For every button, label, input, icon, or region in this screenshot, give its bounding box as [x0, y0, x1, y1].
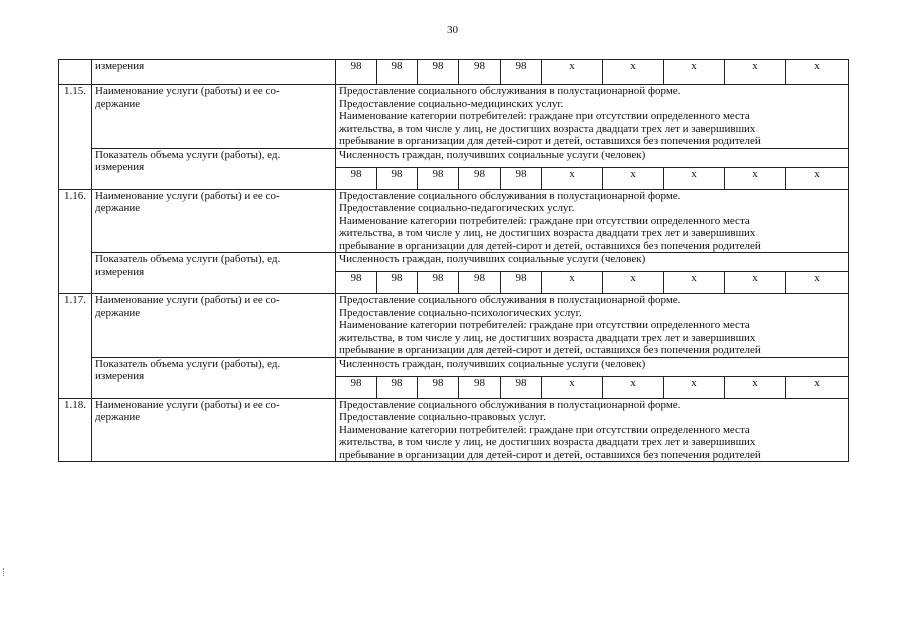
section-number: 1.16.	[59, 189, 92, 294]
service-description-line: Наименование категории потребителей: граждане при отсутствии определенного места	[339, 423, 750, 436]
value-cell: x	[603, 376, 664, 398]
indicator-label-line: Показатель объема услуги (работы), ед.	[95, 253, 281, 265]
value-cell: x	[786, 60, 849, 85]
services-table	[58, 59, 849, 462]
value-cell: 98	[459, 272, 501, 294]
service-description	[336, 85, 849, 149]
indicator-label-line: измерения	[95, 370, 145, 382]
value-cell: 98	[501, 376, 542, 398]
indicator-text: Численность граждан, получивших социальные услуги (человек)	[336, 148, 849, 167]
value-cell: 98	[336, 376, 377, 398]
service-row	[59, 398, 849, 462]
indicator-label-line: измерения	[95, 265, 145, 278]
service-name-label	[92, 398, 336, 462]
service-description-line: пребывание в организации для детей-сирот и детей, оставшихся без попечения родителей	[339, 135, 761, 147]
value-cell: x	[542, 272, 603, 294]
service-row	[59, 85, 849, 149]
value-cell: x	[664, 167, 725, 189]
value-cell: x	[603, 167, 664, 189]
indicator-row	[59, 253, 849, 272]
service-description-line: жительства, в том числе у лиц, не достигших возраста двадцати трех лет и завершивших	[339, 122, 756, 135]
value-cell: 98	[377, 376, 418, 398]
value-cell: x	[664, 272, 725, 294]
service-name-label-line: Наименование услуги (работы) и ее со-	[95, 398, 280, 411]
value-cell: 98	[377, 60, 418, 85]
service-description	[336, 294, 849, 358]
service-name-label-line: держание	[95, 306, 141, 319]
value-cell: x	[786, 167, 849, 189]
value-cell: x	[725, 60, 786, 85]
service-description-line: Наименование категории потребителей: граждане при отсутствии определенного места	[339, 319, 750, 331]
indicator-row	[59, 357, 849, 376]
value-cell: 98	[418, 376, 459, 398]
service-name-label-line: Наименование услуги (работы) и ее со-	[95, 294, 280, 306]
service-row	[59, 294, 849, 358]
service-name-label	[92, 189, 336, 253]
service-description-line: Предоставление социального обслуживания в полустационарной форме.	[339, 189, 681, 202]
service-description-line: жительства, в том числе у лиц, не достигших возраста двадцати трех лет и завершивших	[339, 331, 756, 344]
service-description-line: жительства, в том числе у лиц, не достигших возраста двадцати трех лет и завершивших	[339, 227, 756, 239]
value-cell: 98	[377, 272, 418, 294]
value-cell: x	[542, 60, 603, 85]
value-cell: x	[542, 376, 603, 398]
service-description-line: Предоставление социально-психологических услуг.	[339, 306, 582, 319]
service-name-label	[92, 85, 336, 149]
scan-edge-mark	[3, 568, 5, 576]
service-description-line: Предоставление социального обслуживания в полустационарной форме.	[339, 398, 681, 411]
value-cell: 98	[418, 167, 459, 189]
value-cell: x	[664, 376, 725, 398]
continuation-label: измерения	[92, 60, 336, 85]
service-name-label-line: держание	[95, 97, 141, 110]
value-cell: 98	[336, 167, 377, 189]
section-number: 1.18.	[59, 398, 92, 462]
value-cell: 98	[459, 60, 501, 85]
number-cell	[59, 60, 92, 85]
service-name-label-line: Наименование услуги (работы) и ее со-	[95, 189, 280, 202]
service-description-line: пребывание в организации для детей-сирот и детей, оставшихся без попечения родителей	[339, 448, 761, 461]
indicator-label	[92, 357, 336, 398]
service-description-line: жительства, в том числе у лиц, не достигших возраста двадцати трех лет и завершивших	[339, 436, 756, 448]
value-cell: x	[603, 60, 664, 85]
service-description-line: Предоставление социального обслуживания в полустационарной форме.	[339, 294, 681, 306]
section-number: 1.15.	[59, 85, 92, 190]
service-row	[59, 189, 849, 253]
indicator-text: Численность граждан, получивших социальные услуги (человек)	[336, 357, 849, 376]
service-description	[336, 189, 849, 253]
value-cell: 98	[336, 60, 377, 85]
service-name-label-line: держание	[95, 411, 141, 423]
indicator-label-line: измерения	[95, 161, 145, 173]
value-cell: x	[725, 167, 786, 189]
value-cell: 98	[377, 167, 418, 189]
value-cell: 98	[459, 167, 501, 189]
service-description-line: Предоставление социально-педагогических услуг.	[339, 202, 575, 214]
indicator-text: Численность граждан, получивших социальные услуги (человек)	[336, 253, 849, 272]
indicator-label-line: Показатель объема услуги (работы), ед.	[95, 357, 281, 370]
service-description-line: пребывание в организации для детей-сирот и детей, оставшихся без попечения родителей	[339, 344, 761, 356]
value-cell: x	[603, 272, 664, 294]
service-description-line: Наименование категории потребителей: граждане при отсутствии определенного места	[339, 110, 750, 122]
service-name-label-line: держание	[95, 202, 141, 214]
service-description-line: Предоставление социально-медицинских услуг.	[339, 97, 564, 110]
value-cell: x	[786, 376, 849, 398]
service-name-label	[92, 294, 336, 358]
service-description	[336, 398, 849, 462]
value-cell: x	[786, 272, 849, 294]
value-cell: 98	[418, 60, 459, 85]
service-name-label-line: Наименование услуги (работы) и ее со-	[95, 85, 280, 97]
indicator-label	[92, 253, 336, 294]
value-cell: 98	[501, 60, 542, 85]
service-description-line: пребывание в организации для детей-сирот и детей, оставшихся без попечения родителей	[339, 239, 761, 252]
value-cell: x	[725, 376, 786, 398]
indicator-label-line: Показатель объема услуги (работы), ед.	[95, 148, 281, 161]
value-cell: 98	[501, 167, 542, 189]
service-description-line: Предоставление социального обслуживания в полустационарной форме.	[339, 85, 681, 97]
indicator-row	[59, 148, 849, 167]
value-cell: 98	[418, 272, 459, 294]
value-cell: 98	[501, 272, 542, 294]
section-number: 1.17.	[59, 294, 92, 399]
indicator-label	[92, 148, 336, 189]
service-description-line: Предоставление социально-правовых услуг.	[339, 411, 546, 423]
value-cell: 98	[336, 272, 377, 294]
value-cell: x	[664, 60, 725, 85]
services-table-body	[59, 60, 849, 462]
continuation-row	[59, 60, 849, 85]
service-description-line: Наименование категории потребителей: граждане при отсутствии определенного места	[339, 214, 750, 227]
page-number: 30	[447, 24, 458, 36]
value-cell: x	[542, 167, 603, 189]
value-cell: x	[725, 272, 786, 294]
value-cell: 98	[459, 376, 501, 398]
